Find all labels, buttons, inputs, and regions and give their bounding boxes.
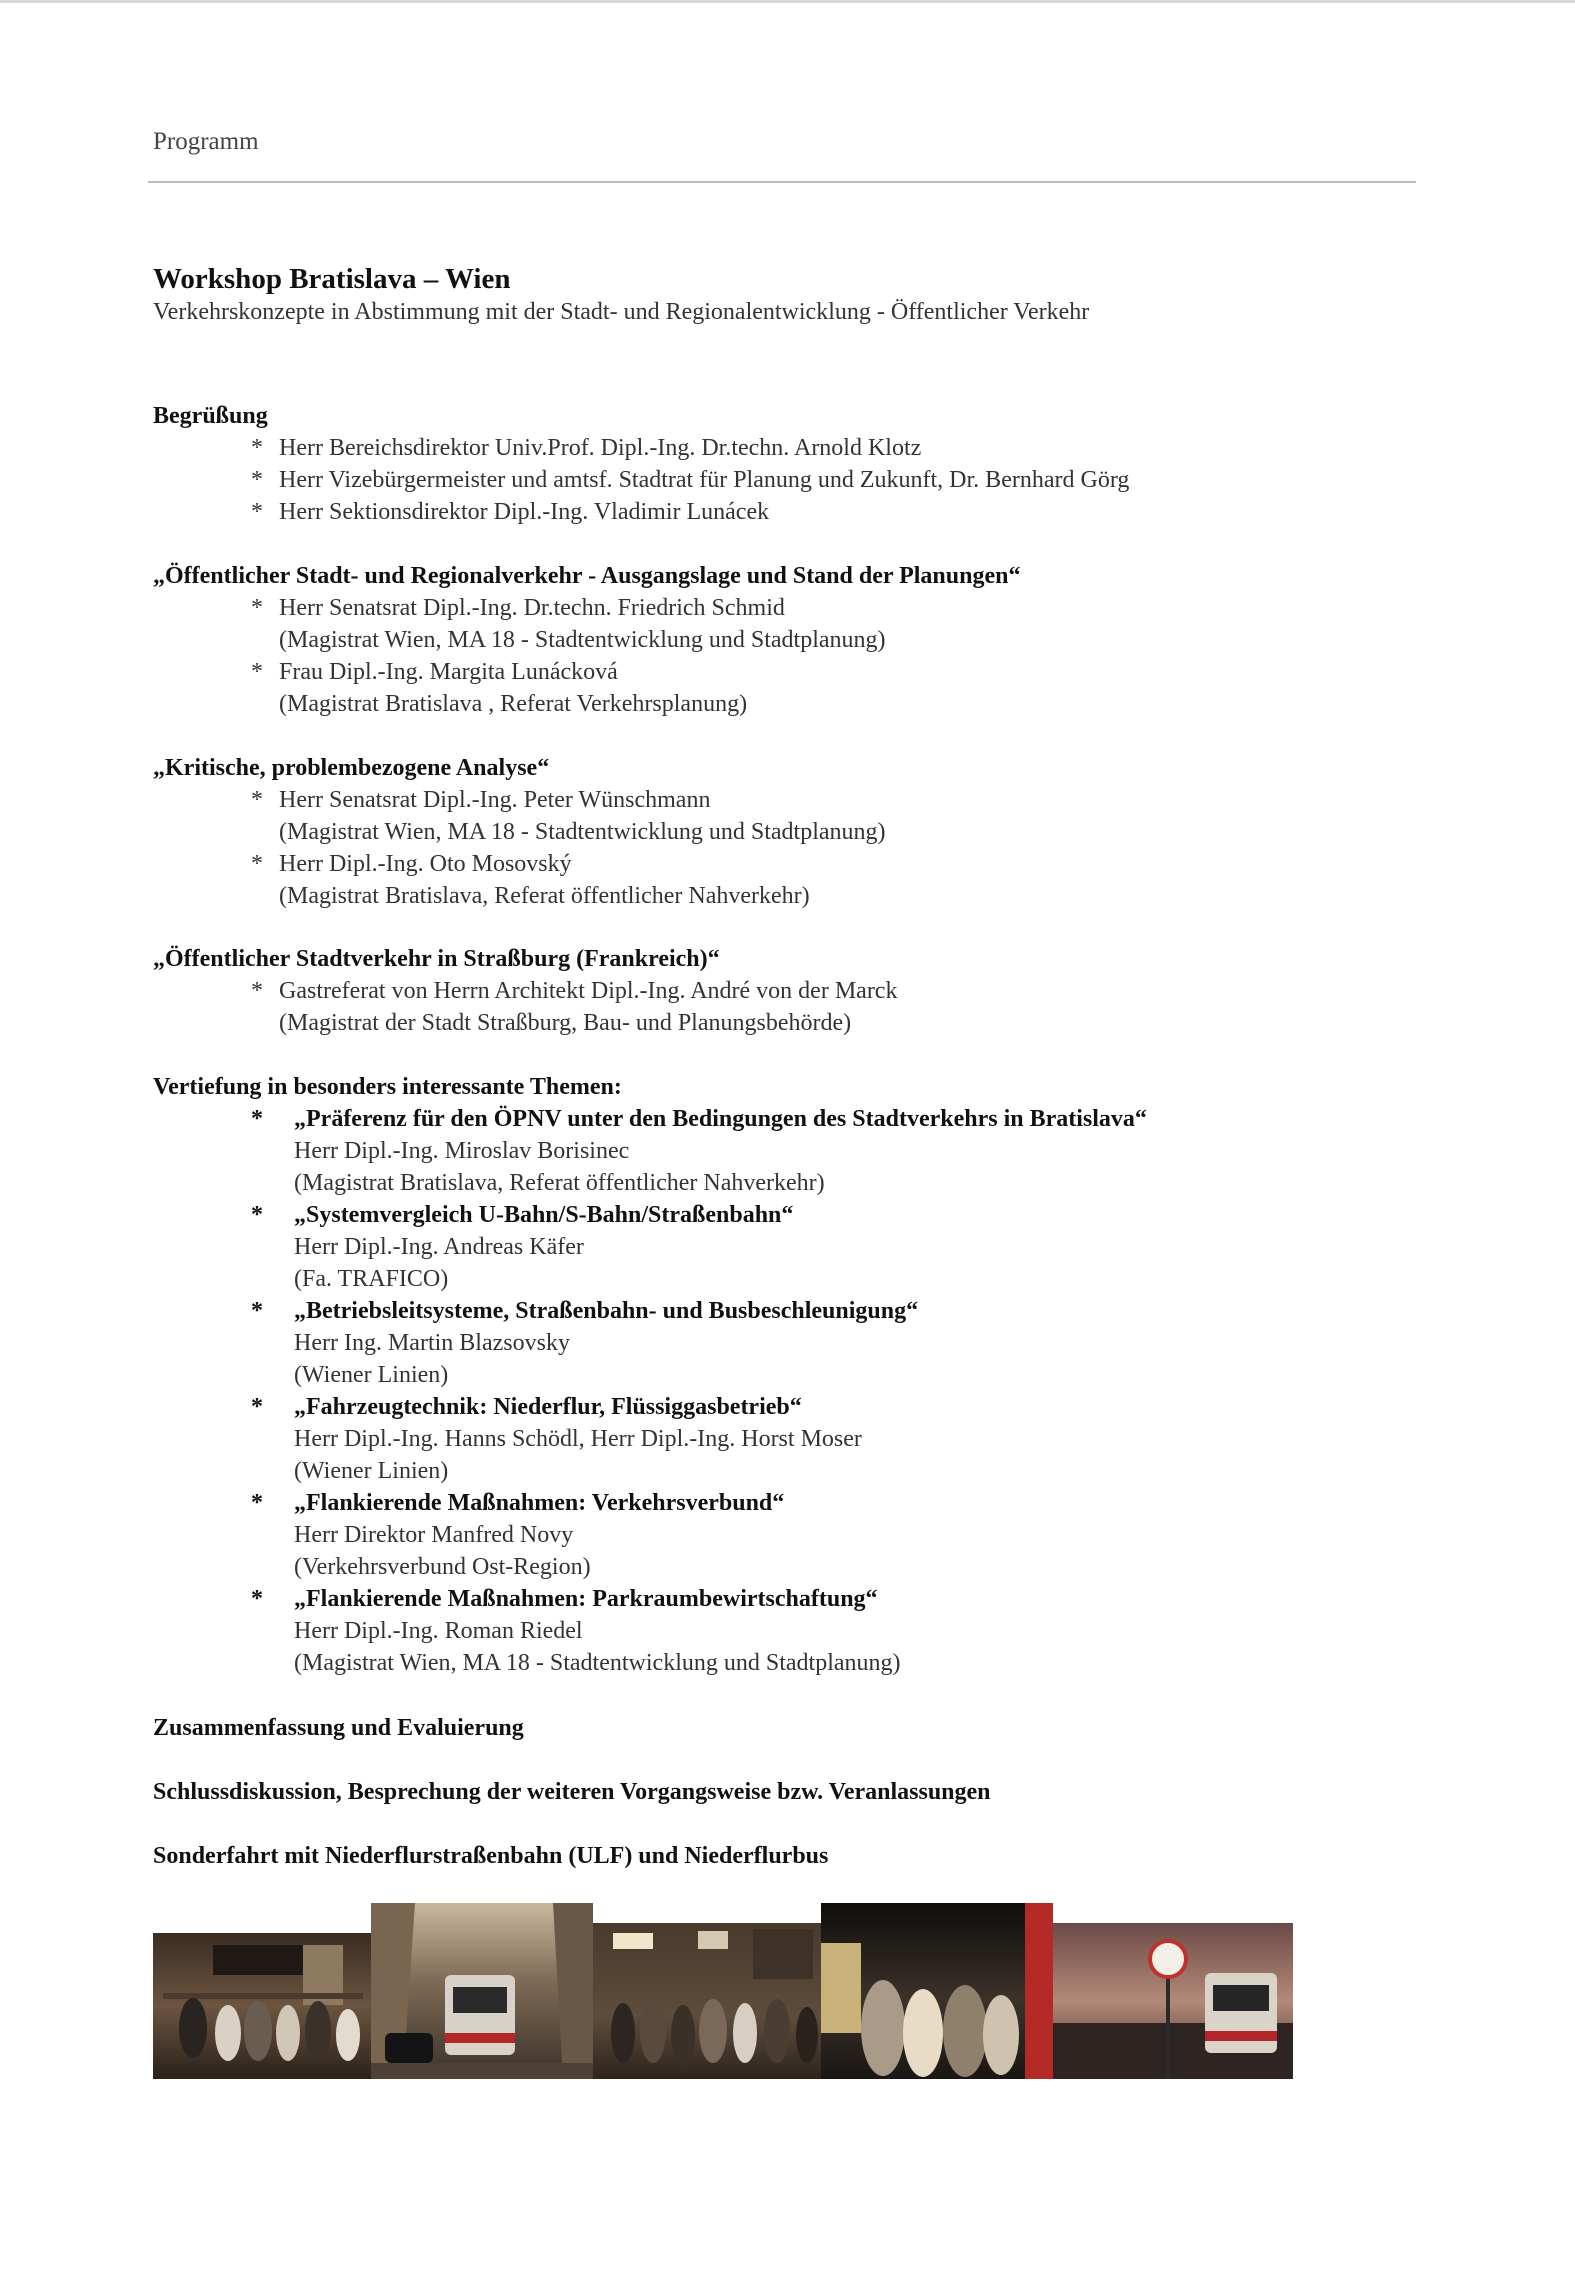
welcome-item-text: Herr Bereichsdirektor Univ.Prof. Dipl.-Ing. Dr.techn. Arnold Klotz — [279, 435, 922, 461]
speaker-name — [153, 848, 1453, 880]
welcome-section — [153, 400, 1453, 528]
topic-speaker: Herr Dipl.-Ing. Roman Riedel — [294, 1618, 583, 1644]
speaker-org: (Magistrat Bratislava , Referat Verkehrsplanung) — [279, 691, 748, 717]
closing-excursion-block — [153, 1840, 1453, 1872]
closing-summary-block — [153, 1712, 1453, 1744]
topic-title: „Systemvergleich U-Bahn/S-Bahn/Straßenbahn“ — [294, 1202, 794, 1228]
topic-org: (Magistrat Bratislava, Referat öffentlicher Nahverkehr) — [294, 1170, 825, 1196]
photo-strip — [153, 1903, 1393, 2079]
header-rule — [148, 181, 1416, 183]
night-group-photo — [821, 1903, 1053, 2079]
topic-speaker: Herr Dipl.-Ing. Hanns Schödl, Herr Dipl.-Ing. Horst Moser — [294, 1426, 862, 1452]
top-border — [0, 0, 1575, 3]
section-heading: Vertiefung in besonders interessante Themen: — [153, 1074, 622, 1100]
bullet-star: * — [251, 1106, 263, 1132]
workshop-title: Workshop Bratislava – Wien — [153, 263, 511, 295]
closing-discussion-block — [153, 1776, 1453, 1808]
topic-speaker: Herr Dipl.-Ing. Andreas Käfer — [294, 1234, 584, 1260]
bullet-star: * — [251, 499, 263, 525]
bullet-star: * — [251, 1490, 263, 1516]
bullet-star: * — [251, 435, 263, 461]
bullet-star: * — [251, 467, 263, 493]
section-analysis — [153, 752, 1453, 912]
topic-item — [153, 1487, 1453, 1583]
speaker-name — [153, 784, 1453, 816]
section-topics — [153, 1071, 1453, 1679]
title-block — [153, 261, 1453, 327]
closing-summary: Zusammenfassung und Evaluierung — [153, 1715, 524, 1741]
welcome-heading: Begrüßung — [153, 403, 268, 429]
topic-item — [153, 1103, 1453, 1199]
closing-excursion: Sonderfahrt mit Niederflurstraßenbahn (ULF) und Niederflurbus — [153, 1843, 829, 1869]
welcome-item — [153, 432, 1453, 464]
closing-discussion: Schlussdiskussion, Besprechung der weiteren Vorgangsweise bzw. Veranlassungen — [153, 1779, 991, 1805]
bullet-star: * — [251, 659, 263, 685]
section-heading: „Öffentlicher Stadt- und Regionalverkehr - Ausgangslage und Stand der Planungen“ — [153, 563, 1021, 589]
topic-item — [153, 1583, 1453, 1679]
topic-org: (Wiener Linien) — [294, 1362, 449, 1388]
tram-dusk-photo — [1053, 1923, 1293, 2079]
speaker-name-text: Gastreferat von Herrn Architekt Dipl.-Ing. André von der Marck — [279, 978, 898, 1004]
topic-item — [153, 1391, 1453, 1487]
topic-title: „Betriebsleitsysteme, Straßenbahn- und Busbeschleunigung“ — [294, 1298, 919, 1324]
bullet-star: * — [251, 851, 263, 877]
topic-title: „Flankierende Maßnahmen: Verkehrsverbund“ — [294, 1490, 785, 1516]
topic-title: „Fahrzeugtechnik: Niederflur, Flüssiggasbetrieb“ — [294, 1394, 802, 1420]
speaker-name — [153, 592, 1453, 624]
welcome-item — [153, 496, 1453, 528]
topic-org: (Verkehrsverbund Ost-Region) — [294, 1554, 591, 1580]
topic-speaker: Herr Ing. Martin Blazsovsky — [294, 1330, 570, 1356]
bullet-star: * — [251, 595, 263, 621]
speaker-name — [153, 656, 1453, 688]
bullet-star: * — [251, 1394, 263, 1420]
section-heading: „Kritische, problembezogene Analyse“ — [153, 755, 550, 781]
topic-item — [153, 1199, 1453, 1295]
speaker-name-text: Herr Senatsrat Dipl.-Ing. Peter Wünschmann — [279, 787, 711, 813]
topic-title: „Präferenz für den ÖPNV unter den Bedingungen des Stadtverkehrs in Bratislava“ — [294, 1106, 1147, 1132]
bullet-star: * — [251, 978, 263, 1004]
bullet-star: * — [251, 787, 263, 813]
speaker-org: (Magistrat der Stadt Straßburg, Bau- und Planungsbehörde) — [279, 1010, 852, 1036]
workshop-subtitle: Verkehrskonzepte in Abstimmung mit der Stadt- und Regionalentwicklung - Öffentlicher Verkehr — [153, 299, 1090, 325]
topic-speaker: Herr Direktor Manfred Novy — [294, 1522, 574, 1548]
topic-org: (Wiener Linien) — [294, 1458, 449, 1484]
speaker-name-text: Frau Dipl.-Ing. Margita Lunácková — [279, 659, 618, 685]
bullet-star: * — [251, 1586, 263, 1612]
welcome-item-text: Herr Vizebürgermeister und amtsf. Stadtrat für Planung und Zukunft, Dr. Bernhard Görg — [279, 467, 1130, 493]
welcome-item-text: Herr Sektionsdirektor Dipl.-Ing. Vladimir Lunácek — [279, 499, 770, 525]
topic-item — [153, 1295, 1453, 1391]
street-crowd-photo — [153, 1933, 371, 2079]
speaker-name-text: Herr Senatsrat Dipl.-Ing. Dr.techn. Friedrich Schmid — [279, 595, 785, 621]
topic-org: (Fa. TRAFICO) — [294, 1266, 449, 1292]
speaker-name — [153, 975, 1453, 1007]
topic-title: „Flankierende Maßnahmen: Parkraumbewirtschaftung“ — [294, 1586, 878, 1612]
speaker-name-text: Herr Dipl.-Ing. Oto Mosovský — [279, 851, 572, 877]
speaker-org: (Magistrat Bratislava, Referat öffentlicher Nahverkehr) — [279, 883, 810, 909]
section-heading: „Öffentlicher Stadtverkehr in Straßburg (Frankreich)“ — [153, 946, 720, 972]
section-strasbourg — [153, 943, 1453, 1039]
section-public-transport — [153, 560, 1453, 720]
welcome-item — [153, 464, 1453, 496]
bullet-star: * — [251, 1298, 263, 1324]
speaker-org: (Magistrat Wien, MA 18 - Stadtentwicklung und Stadtplanung) — [279, 819, 886, 845]
crowd-stop-photo — [593, 1923, 821, 2079]
topic-org: (Magistrat Wien, MA 18 - Stadtentwicklung und Stadtplanung) — [294, 1650, 901, 1676]
topic-speaker: Herr Dipl.-Ing. Miroslav Borisinec — [294, 1138, 630, 1164]
bullet-star: * — [251, 1202, 263, 1228]
header-label: Programm — [153, 128, 259, 155]
tram-street-photo — [371, 1903, 593, 2079]
speaker-org: (Magistrat Wien, MA 18 - Stadtentwicklung und Stadtplanung) — [279, 627, 886, 653]
